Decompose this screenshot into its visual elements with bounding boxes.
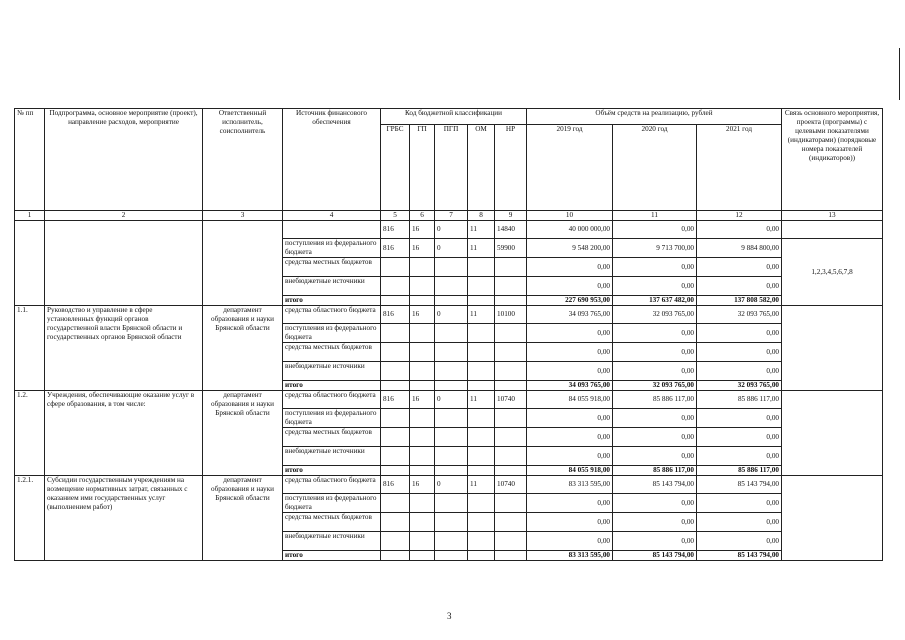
nr-cell: [495, 362, 527, 381]
header-2020: 2020 год: [613, 125, 697, 211]
budget-table: [14, 108, 883, 561]
pgp-cell: [435, 551, 468, 561]
table-row: [15, 306, 883, 324]
source-cell: поступления из федерального бюджета: [283, 239, 381, 258]
source-cell: внебюджетные источники: [283, 532, 381, 551]
table-row: [15, 391, 883, 409]
header-name: Подпрограмма, основное мероприятие (проект), направление расходов, мероприятие: [45, 109, 203, 211]
nr-cell: [495, 343, 527, 362]
amount-2019: 0,00: [527, 343, 613, 362]
om-cell: 11: [468, 391, 495, 409]
amount-2019: 0,00: [527, 409, 613, 428]
column-index-cell: 13: [782, 211, 883, 221]
amount-2021: 9 884 800,00: [697, 239, 782, 258]
header-2019: 2019 год: [527, 125, 613, 211]
column-index-cell: 7: [435, 211, 468, 221]
header-grbs: ГРБС: [381, 125, 410, 211]
resp-cell: департамент образования и науки Брянской области: [203, 391, 283, 476]
source-cell: средства местных бюджетов: [283, 513, 381, 532]
gp-cell: 16: [410, 239, 435, 258]
amount-2020: 0,00: [613, 494, 697, 513]
link-cell: 1,2,3,4,5,6,7,8: [782, 239, 883, 306]
nr-cell: [495, 381, 527, 391]
gp-cell: [410, 494, 435, 513]
nr-cell: [495, 324, 527, 343]
link-cell: [782, 391, 883, 476]
header-num: № пп: [15, 109, 45, 211]
amount-2021: 0,00: [697, 258, 782, 277]
grbs-cell: 816: [381, 306, 410, 324]
pgp-cell: [435, 494, 468, 513]
amount-2021: 0,00: [697, 221, 782, 239]
nr-cell: 10100: [495, 306, 527, 324]
amount-2019: 0,00: [527, 258, 613, 277]
amount-2020: 85 143 794,00: [613, 476, 697, 494]
amount-2019: 83 313 595,00: [527, 551, 613, 561]
source-cell: итого: [283, 551, 381, 561]
nr-cell: 10740: [495, 476, 527, 494]
source-cell: поступления из федерального бюджета: [283, 324, 381, 343]
gp-cell: [410, 381, 435, 391]
grbs-cell: [381, 447, 410, 466]
source-cell: внебюджетные источники: [283, 447, 381, 466]
nr-cell: 59900: [495, 239, 527, 258]
nr-cell: [495, 551, 527, 561]
column-index-cell: 2: [45, 211, 203, 221]
source-cell: поступления из федерального бюджета: [283, 409, 381, 428]
link-cell: [782, 476, 883, 561]
grbs-cell: 816: [381, 239, 410, 258]
source-cell: средства областного бюджета: [283, 476, 381, 494]
header-pgp: ПГП: [435, 125, 468, 211]
amount-2019: 0,00: [527, 428, 613, 447]
pgp-cell: [435, 343, 468, 362]
amount-2021: 0,00: [697, 532, 782, 551]
amount-2021: 0,00: [697, 277, 782, 296]
om-cell: [468, 324, 495, 343]
amount-2019: 0,00: [527, 447, 613, 466]
om-cell: [468, 428, 495, 447]
amount-2020: 0,00: [613, 532, 697, 551]
amount-2021: 85 143 794,00: [697, 551, 782, 561]
num-cell: [15, 221, 45, 306]
amount-2020: 0,00: [613, 513, 697, 532]
pgp-cell: [435, 466, 468, 476]
source-cell: средства областного бюджета: [283, 306, 381, 324]
header-om: ОМ: [468, 125, 495, 211]
source-cell: средства областного бюджета: [283, 391, 381, 409]
om-cell: [468, 258, 495, 277]
header-nr: НР: [495, 125, 527, 211]
om-cell: [468, 409, 495, 428]
amount-2021: 0,00: [697, 343, 782, 362]
amount-2020: 0,00: [613, 277, 697, 296]
amount-2021: 0,00: [697, 324, 782, 343]
amount-2019: 0,00: [527, 324, 613, 343]
pgp-cell: 0: [435, 476, 468, 494]
amount-2019: 0,00: [527, 494, 613, 513]
amount-2020: 85 886 117,00: [613, 391, 697, 409]
pgp-cell: [435, 362, 468, 381]
amount-2019: 0,00: [527, 362, 613, 381]
resp-cell: [203, 221, 283, 306]
amount-2019: 0,00: [527, 532, 613, 551]
nr-cell: [495, 466, 527, 476]
grbs-cell: [381, 513, 410, 532]
column-index-cell: 6: [410, 211, 435, 221]
header-gp: ГП: [410, 125, 435, 211]
nr-cell: [495, 258, 527, 277]
grbs-cell: [381, 494, 410, 513]
amount-2021: 32 093 765,00: [697, 381, 782, 391]
amount-2020: 85 886 117,00: [613, 466, 697, 476]
amount-2019: 83 313 595,00: [527, 476, 613, 494]
num-cell: 1.2.1.: [15, 476, 45, 561]
gp-cell: [410, 447, 435, 466]
amount-2021: 137 808 582,00: [697, 296, 782, 306]
nr-cell: 14840: [495, 221, 527, 239]
amount-2019: 40 000 000,00: [527, 221, 613, 239]
name-cell: Учреждения, обеспечивающие оказание услуг в сфере образования, в том числе:: [45, 391, 203, 476]
amount-2020: 0,00: [613, 324, 697, 343]
num-cell: 1.1.: [15, 306, 45, 391]
source-cell: итого: [283, 466, 381, 476]
om-cell: [468, 447, 495, 466]
om-cell: 11: [468, 476, 495, 494]
gp-cell: [410, 277, 435, 296]
column-index-cell: 1: [15, 211, 45, 221]
amount-2021: 85 886 117,00: [697, 466, 782, 476]
om-cell: [468, 362, 495, 381]
pgp-cell: [435, 296, 468, 306]
amount-2019: 227 690 953,00: [527, 296, 613, 306]
pgp-cell: 0: [435, 239, 468, 258]
amount-2020: 137 637 482,00: [613, 296, 697, 306]
header-link: Связь основного мероприятия, проекта (программы) с целевыми показателями (индикаторами) (порядковые номера показателей (индикаторов)): [782, 109, 883, 211]
pgp-cell: [435, 532, 468, 551]
header-2021: 2021 год: [697, 125, 782, 211]
nr-cell: [495, 513, 527, 532]
header-volume: Объём средств на реализацию, рублей: [527, 109, 782, 125]
column-index-cell: 9: [495, 211, 527, 221]
num-cell: 1.2.: [15, 391, 45, 476]
amount-2021: 0,00: [697, 513, 782, 532]
source-cell: итого: [283, 381, 381, 391]
gp-cell: [410, 428, 435, 447]
name-cell: Субсидии государственным учреждениям на возмещение нормативных затрат, связанных с оказанием ими государственных услуг (выполнением работ): [45, 476, 203, 561]
grbs-cell: [381, 324, 410, 343]
grbs-cell: 816: [381, 391, 410, 409]
gp-cell: [410, 409, 435, 428]
column-index-cell: 11: [613, 211, 697, 221]
column-index-cell: 5: [381, 211, 410, 221]
amount-2020: 9 713 700,00: [613, 239, 697, 258]
nr-cell: [495, 409, 527, 428]
amount-2019: 84 055 918,00: [527, 466, 613, 476]
amount-2021: 0,00: [697, 494, 782, 513]
column-index-cell: 8: [468, 211, 495, 221]
gp-cell: [410, 466, 435, 476]
pgp-cell: [435, 513, 468, 532]
nr-cell: [495, 494, 527, 513]
amount-2020: 0,00: [613, 428, 697, 447]
nr-cell: [495, 447, 527, 466]
om-cell: [468, 532, 495, 551]
grbs-cell: [381, 362, 410, 381]
nr-cell: [495, 428, 527, 447]
gp-cell: 16: [410, 476, 435, 494]
grbs-cell: [381, 258, 410, 277]
amount-2019: 34 093 765,00: [527, 381, 613, 391]
gp-cell: [410, 513, 435, 532]
nr-cell: 10740: [495, 391, 527, 409]
om-cell: [468, 513, 495, 532]
column-index-row: [15, 211, 883, 221]
gp-cell: 16: [410, 391, 435, 409]
om-cell: 11: [468, 239, 495, 258]
amount-2020: 32 093 765,00: [613, 306, 697, 324]
amount-2019: 9 548 200,00: [527, 239, 613, 258]
source-cell: средства местных бюджетов: [283, 343, 381, 362]
resp-cell: департамент образования и науки Брянской области: [203, 476, 283, 561]
grbs-cell: [381, 381, 410, 391]
column-index-cell: 10: [527, 211, 613, 221]
amount-2020: 0,00: [613, 221, 697, 239]
amount-2021: 0,00: [697, 428, 782, 447]
amount-2021: 0,00: [697, 447, 782, 466]
gp-cell: [410, 324, 435, 343]
om-cell: [468, 551, 495, 561]
table-row: [15, 221, 883, 239]
pgp-cell: [435, 447, 468, 466]
pgp-cell: [435, 258, 468, 277]
om-cell: [468, 277, 495, 296]
table-row: [15, 476, 883, 494]
grbs-cell: [381, 551, 410, 561]
om-cell: 11: [468, 221, 495, 239]
nr-cell: [495, 532, 527, 551]
grbs-cell: [381, 428, 410, 447]
amount-2020: 0,00: [613, 447, 697, 466]
amount-2019: 0,00: [527, 277, 613, 296]
column-index-cell: 3: [203, 211, 283, 221]
source-cell: [283, 221, 381, 239]
gp-cell: [410, 362, 435, 381]
om-cell: [468, 381, 495, 391]
amount-2020: 0,00: [613, 258, 697, 277]
header-kbk: Код бюджетной классификации: [381, 109, 527, 125]
grbs-cell: [381, 409, 410, 428]
amount-2020: 85 143 794,00: [613, 551, 697, 561]
gp-cell: 16: [410, 306, 435, 324]
amount-2020: 0,00: [613, 362, 697, 381]
gp-cell: 16: [410, 221, 435, 239]
header-resp: Ответственный исполнитель, соисполнитель: [203, 109, 283, 211]
amount-2021: 85 886 117,00: [697, 391, 782, 409]
amount-2019: 0,00: [527, 513, 613, 532]
pgp-cell: [435, 409, 468, 428]
amount-2021: 0,00: [697, 409, 782, 428]
column-index-cell: 4: [283, 211, 381, 221]
gp-cell: [410, 532, 435, 551]
gp-cell: [410, 551, 435, 561]
pgp-cell: [435, 277, 468, 296]
source-cell: внебюджетные источники: [283, 277, 381, 296]
amount-2019: 84 055 918,00: [527, 391, 613, 409]
gp-cell: [410, 258, 435, 277]
name-cell: Руководство и управление в сфере установленных функций органов государственной власти Брянской области и государственных органов Брянской области: [45, 306, 203, 391]
column-index-cell: 12: [697, 211, 782, 221]
grbs-cell: 816: [381, 221, 410, 239]
amount-2021: 0,00: [697, 362, 782, 381]
link-cell: [782, 306, 883, 391]
om-cell: [468, 466, 495, 476]
om-cell: [468, 296, 495, 306]
amount-2019: 34 093 765,00: [527, 306, 613, 324]
grbs-cell: [381, 296, 410, 306]
grbs-cell: [381, 532, 410, 551]
table-body: [15, 211, 883, 561]
source-cell: средства местных бюджетов: [283, 258, 381, 277]
name-cell: [45, 221, 203, 306]
pgp-cell: [435, 428, 468, 447]
header-source: Источник финансового обеспечения: [283, 109, 381, 211]
nr-cell: [495, 277, 527, 296]
om-cell: [468, 343, 495, 362]
grbs-cell: 816: [381, 476, 410, 494]
pgp-cell: 0: [435, 221, 468, 239]
gp-cell: [410, 296, 435, 306]
source-cell: поступления из федерального бюджета: [283, 494, 381, 513]
grbs-cell: [381, 277, 410, 296]
source-cell: итого: [283, 296, 381, 306]
grbs-cell: [381, 466, 410, 476]
source-cell: внебюджетные источники: [283, 362, 381, 381]
amount-2021: 32 093 765,00: [697, 306, 782, 324]
grbs-cell: [381, 343, 410, 362]
amount-2021: 85 143 794,00: [697, 476, 782, 494]
amount-2020: 0,00: [613, 409, 697, 428]
link-cell: [782, 221, 883, 239]
pgp-cell: 0: [435, 306, 468, 324]
source-cell: средства местных бюджетов: [283, 428, 381, 447]
amount-2020: 32 093 765,00: [613, 381, 697, 391]
pgp-cell: 0: [435, 391, 468, 409]
pgp-cell: [435, 381, 468, 391]
resp-cell: департамент образования и науки Брянской области: [203, 306, 283, 391]
gp-cell: [410, 343, 435, 362]
margin-line: [899, 48, 900, 100]
amount-2020: 0,00: [613, 343, 697, 362]
om-cell: 11: [468, 306, 495, 324]
pgp-cell: [435, 324, 468, 343]
nr-cell: [495, 296, 527, 306]
page-number: 3: [447, 611, 452, 621]
om-cell: [468, 494, 495, 513]
